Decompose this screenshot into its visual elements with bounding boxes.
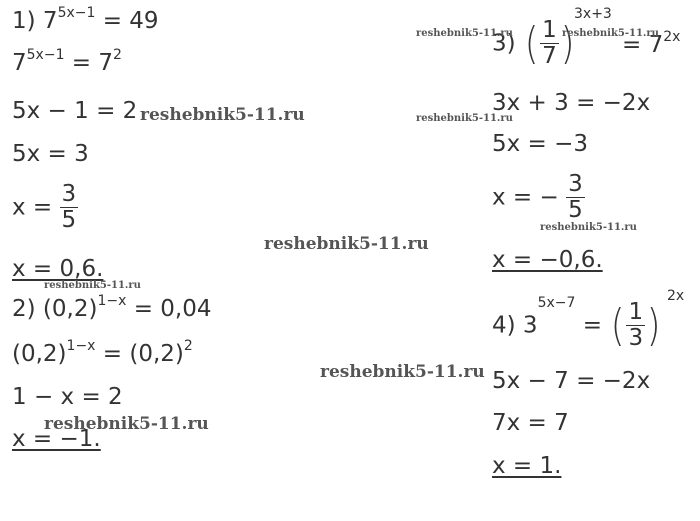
p1-line3: 5x − 1 = 2 xyxy=(12,98,138,124)
p3-line2: 3x + 3 = −2x xyxy=(492,90,651,116)
p4-l1-base: 3 xyxy=(522,312,538,339)
watermark-text: reshebnik5-11.ru xyxy=(416,113,513,124)
p3-l4-lhs: x = − xyxy=(492,184,559,211)
p4-l1-fraction xyxy=(626,300,645,352)
p1-l5-num: 3 xyxy=(61,181,77,207)
watermark-text: reshebnik5-11.ru xyxy=(44,414,209,434)
p1-label: 1) xyxy=(12,8,36,34)
p2-line1 xyxy=(12,293,212,322)
p1-line1 xyxy=(12,5,159,34)
p1-l1-base: 7 xyxy=(42,8,58,34)
p1-line2 xyxy=(12,47,122,76)
p3-line4 xyxy=(492,172,585,224)
watermark-text: reshebnik5-11.ru xyxy=(140,105,305,125)
p3-l1-den: 7 xyxy=(542,43,557,70)
p4-l1-num: 1 xyxy=(628,299,644,325)
watermark-text: reshebnik5-11.ru xyxy=(416,28,513,39)
p2-line2 xyxy=(12,338,193,367)
p1-l5-fraction xyxy=(60,182,79,234)
p1-l2-exp2: 2 xyxy=(113,47,122,63)
p4-answer: x = 1. xyxy=(492,453,562,479)
p4-line1 xyxy=(492,295,662,352)
p3-answer: x = −0,6. xyxy=(492,247,603,273)
p2-l2-base: (0,2) xyxy=(12,341,67,367)
p4-line3: 7x = 7 xyxy=(492,410,569,436)
p3-l4-num: 3 xyxy=(568,171,583,197)
watermark-text: reshebnik5-11.ru xyxy=(540,222,637,233)
p3-l1-fraction xyxy=(540,18,559,70)
p2-l2-exp: 1−x xyxy=(66,338,96,354)
p4-l1-exp2: 2x xyxy=(667,288,685,304)
p1-line4: 5x = 3 xyxy=(12,141,89,167)
watermark-text: reshebnik5-11.ru xyxy=(320,362,485,382)
p3-lparen: ( xyxy=(524,17,539,69)
p3-l1-exp2: 2x xyxy=(663,29,681,45)
p2-label: 2) xyxy=(12,296,36,322)
p1-l1-rhs: = 49 xyxy=(102,8,159,34)
watermark-text: reshebnik5-11.ru xyxy=(562,28,659,39)
p2-l1-base: (0,2) xyxy=(42,296,98,322)
p4-l1-exp: 5x−7 xyxy=(537,295,576,311)
p1-l1-exp: 5x−1 xyxy=(57,5,96,21)
watermark-text: reshebnik5-11.ru xyxy=(44,280,141,291)
p2-l2-eq: = (0,2) xyxy=(102,341,184,367)
p2-answer: x = −1. xyxy=(12,426,101,452)
p3-label: 3) xyxy=(492,30,516,57)
p1-answer: x = 0,6. xyxy=(12,256,104,282)
p3-l1-exp: 3x+3 xyxy=(574,6,612,22)
p3-l4-fraction xyxy=(566,172,585,224)
p4-line2: 5x − 7 = −2x xyxy=(492,368,651,394)
p3-l1-eq: = 7 xyxy=(622,32,664,58)
p3-l4-den: 5 xyxy=(568,197,583,224)
p2-l1-exp: 1−x xyxy=(97,293,127,309)
p1-l2-base: 7 xyxy=(12,50,27,76)
p1-l5-den: 5 xyxy=(61,207,77,234)
watermark-text: reshebnik5-11.ru xyxy=(264,234,429,254)
p1-l2-eq: = 7 xyxy=(71,50,114,76)
p4-lparen: ( xyxy=(611,299,625,351)
p1-l5-lhs: x = xyxy=(12,194,53,221)
p1-line5 xyxy=(12,182,78,234)
p4-l1-eq: = xyxy=(582,312,602,339)
p4-label: 4) xyxy=(492,312,516,339)
p2-l2-exp2: 2 xyxy=(183,338,193,354)
p3-rparen: ) xyxy=(560,17,575,69)
p3-l1-num: 1 xyxy=(542,17,557,43)
p1-l2-exp: 5x−1 xyxy=(26,47,65,63)
p2-l1-rhs: = 0,04 xyxy=(133,296,212,322)
p4-rparen: ) xyxy=(646,299,661,351)
p4-l1-den: 3 xyxy=(628,325,644,352)
p3-line1 xyxy=(492,18,576,70)
p2-line3: 1 − x = 2 xyxy=(12,384,123,410)
p3-line3: 5x = −3 xyxy=(492,131,589,157)
